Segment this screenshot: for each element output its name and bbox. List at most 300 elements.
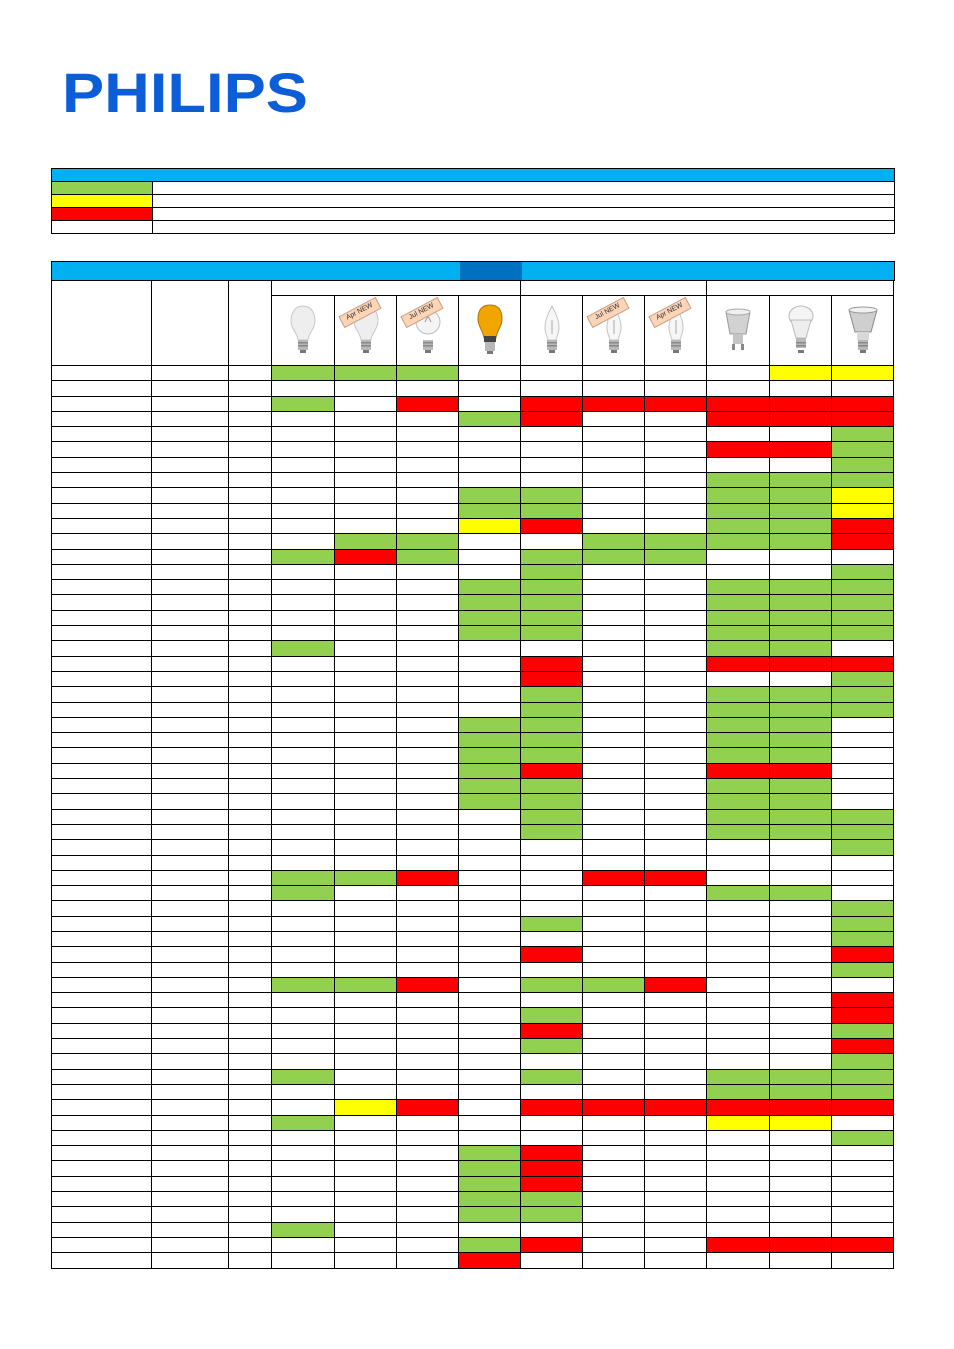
row-label-cell: [52, 947, 152, 962]
matrix-row: [51, 366, 895, 381]
product-column-header: [459, 296, 521, 366]
compatibility-cell: [583, 825, 645, 840]
compatibility-cell: [707, 1131, 770, 1146]
compatibility-cell: [645, 1100, 707, 1115]
matrix-row: [51, 963, 895, 978]
legend-swatch-green: [52, 182, 153, 194]
product-column-header: [397, 296, 459, 366]
compatibility-cell: [272, 1054, 335, 1069]
compatibility-cell: [521, 733, 583, 748]
compatibility-cell: [272, 641, 335, 656]
compatibility-cell: [335, 1024, 397, 1039]
svg-text:PHILIPS: PHILIPS: [62, 68, 308, 114]
legend-text: [153, 221, 894, 233]
matrix-row: [51, 1131, 895, 1146]
compatibility-cell: [583, 794, 645, 809]
compatibility-cell: [707, 519, 770, 534]
compatibility-cell: [770, 595, 832, 610]
compatibility-cell: [583, 397, 645, 412]
compatibility-cell: [335, 718, 397, 733]
compatibility-cell: [832, 488, 894, 503]
compatibility-cell: [770, 565, 832, 580]
compatibility-cell: [272, 1085, 335, 1100]
compatibility-cell: [521, 397, 583, 412]
compatibility-cell: [645, 733, 707, 748]
compatibility-cell: [645, 1131, 707, 1146]
legend-row: [51, 195, 895, 208]
compatibility-cell: [335, 978, 397, 993]
row-label-cell: [152, 917, 229, 932]
compatibility-cell: [521, 458, 583, 473]
matrix-row: [51, 703, 895, 718]
compatibility-cell: [832, 764, 894, 779]
compatibility-cell: [645, 840, 707, 855]
compatibility-cell: [521, 611, 583, 626]
compatibility-cell: [397, 703, 459, 718]
compatibility-cell: [521, 550, 583, 565]
new-tag: Jul NEW: [400, 297, 443, 328]
compatibility-cell: [645, 1116, 707, 1131]
header-segment-middle: [460, 262, 522, 280]
matrix-row: [51, 748, 895, 763]
compatibility-cell: [335, 1116, 397, 1131]
compatibility-cell: [272, 595, 335, 610]
compatibility-cell: [832, 366, 894, 381]
compatibility-cell: [459, 534, 521, 549]
compatibility-cell: [521, 1131, 583, 1146]
row-label-cell: [52, 565, 152, 580]
row-label-cell: [152, 1207, 229, 1222]
compatibility-cell: [832, 1039, 894, 1054]
row-label-cell: [229, 1131, 272, 1146]
compatibility-cell: [335, 1070, 397, 1085]
matrix-row: [51, 657, 895, 672]
row-label-cell: [229, 473, 272, 488]
compatibility-cell: [397, 917, 459, 932]
compatibility-cell: [335, 1131, 397, 1146]
row-label-cell: [229, 1177, 272, 1192]
compatibility-cell: [583, 764, 645, 779]
matrix-row: [51, 1223, 895, 1238]
row-label-cell: [152, 473, 229, 488]
row-label-cell: [152, 626, 229, 641]
compatibility-cell: [335, 397, 397, 412]
compatibility-cell: [770, 442, 832, 457]
compatibility-cell: [583, 1253, 645, 1268]
row-label-cell: [52, 1177, 152, 1192]
compatibility-cell: [707, 442, 770, 457]
compatibility-cell: [521, 687, 583, 702]
row-label-cell: [229, 580, 272, 595]
compatibility-cell: [770, 458, 832, 473]
compatibility-cell: [397, 657, 459, 672]
row-label-cell: [229, 810, 272, 825]
compatibility-cell: [335, 504, 397, 519]
compatibility-cell: [335, 840, 397, 855]
compatibility-cell: [832, 825, 894, 840]
row-label-cell: [229, 488, 272, 503]
row-label-cell: [229, 1253, 272, 1268]
compatibility-cell: [521, 1085, 583, 1100]
row-label-cell: [152, 779, 229, 794]
row-label-cell: [229, 1100, 272, 1115]
compatibility-cell: [459, 963, 521, 978]
compatibility-cell: [583, 748, 645, 763]
row-label-cell: [152, 856, 229, 871]
compatibility-cell: [521, 672, 583, 687]
row-label-cell: [152, 504, 229, 519]
matrix-row: [51, 580, 895, 595]
row-label-cell: [229, 687, 272, 702]
compatibility-cell: [770, 1024, 832, 1039]
compatibility-cell: [645, 672, 707, 687]
compatibility-cell: [583, 488, 645, 503]
compatibility-cell: [645, 412, 707, 427]
compatibility-cell: [521, 488, 583, 503]
compatibility-cell: [583, 871, 645, 886]
compatibility-cell: [521, 1008, 583, 1023]
row-label-cell: [152, 641, 229, 656]
compatibility-cell: [707, 1192, 770, 1207]
compatibility-cell: [707, 641, 770, 656]
compatibility-cell: [832, 641, 894, 656]
row-label-cell: [229, 1054, 272, 1069]
matrix-row: [51, 825, 895, 840]
compatibility-cell: [335, 810, 397, 825]
row-label-cell: [152, 1024, 229, 1039]
compatibility-cell: [770, 1131, 832, 1146]
compatibility-cell: [770, 978, 832, 993]
compatibility-cell: [645, 565, 707, 580]
row-label-cell: [152, 1116, 229, 1131]
compatibility-cell: [707, 1177, 770, 1192]
row-label-cell: [52, 595, 152, 610]
compatibility-cell: [272, 381, 335, 396]
compatibility-cell: [335, 1177, 397, 1192]
compatibility-cell: [459, 932, 521, 947]
compatibility-cell: [645, 1192, 707, 1207]
compatibility-cell: [645, 718, 707, 733]
compatibility-cell: [645, 611, 707, 626]
compatibility-cell: [583, 978, 645, 993]
row-label-cell: [229, 397, 272, 412]
compatibility-cell: [645, 871, 707, 886]
compatibility-cell: [397, 1054, 459, 1069]
compatibility-cell: [645, 1161, 707, 1176]
compatibility-cell: [272, 794, 335, 809]
compatibility-cell: [521, 764, 583, 779]
product-column-header: [335, 296, 397, 366]
row-label-cell: [52, 1207, 152, 1222]
compatibility-cell: [832, 534, 894, 549]
compatibility-cell: [832, 1207, 894, 1222]
compatibility-cell: [832, 978, 894, 993]
compatibility-cell: [272, 1116, 335, 1131]
compatibility-cell: [583, 733, 645, 748]
matrix-row: [51, 488, 895, 503]
matrix-row: [51, 504, 895, 519]
row-label-cell: [52, 1116, 152, 1131]
compatibility-cell: [459, 871, 521, 886]
compatibility-cell: [272, 550, 335, 565]
row-label-cell: [229, 932, 272, 947]
row-label-cell: [229, 1161, 272, 1176]
compatibility-cell: [770, 825, 832, 840]
compatibility-cell: [832, 611, 894, 626]
compatibility-cell: [397, 1100, 459, 1115]
compatibility-cell: [521, 1177, 583, 1192]
row-label-cell: [152, 397, 229, 412]
row-label-cell: [52, 856, 152, 871]
row-label-cell: [152, 519, 229, 534]
row-label-cell: [52, 641, 152, 656]
matrix-row: [51, 1177, 895, 1192]
compatibility-cell: [770, 1177, 832, 1192]
compatibility-cell: [645, 856, 707, 871]
row-label-cell: [152, 1177, 229, 1192]
compatibility-cell: [770, 611, 832, 626]
compatibility-cell: [583, 993, 645, 1008]
compatibility-cell: [707, 534, 770, 549]
compatibility-cell: [397, 1024, 459, 1039]
compatibility-cell: [707, 473, 770, 488]
reflector-spot-icon: [784, 302, 818, 361]
compatibility-cell: [397, 519, 459, 534]
compatibility-cell: [583, 1054, 645, 1069]
compatibility-cell: [645, 794, 707, 809]
compatibility-cell: [832, 550, 894, 565]
compatibility-cell: [583, 886, 645, 901]
row-label-cell: [52, 1070, 152, 1085]
matrix-header-bar: [51, 261, 895, 281]
compatibility-cell: [645, 1177, 707, 1192]
row-label-cell: [152, 1238, 229, 1253]
gu10-spot-icon: [721, 302, 755, 361]
compatibility-cell: [645, 687, 707, 702]
compatibility-cell: [770, 1008, 832, 1023]
compatibility-cell: [707, 672, 770, 687]
compatibility-cell: [583, 947, 645, 962]
compatibility-cell: [832, 1192, 894, 1207]
legend-swatch-white: [52, 221, 153, 233]
product-group-header: [707, 281, 894, 296]
matrix-row: [51, 442, 895, 457]
compatibility-cell: [272, 565, 335, 580]
row-label-cell: [229, 641, 272, 656]
row-label-cell: [52, 810, 152, 825]
row-label-cell: [229, 1085, 272, 1100]
compatibility-cell: [397, 1008, 459, 1023]
compatibility-cell: [832, 595, 894, 610]
compatibility-cell: [583, 917, 645, 932]
compatibility-cell: [397, 580, 459, 595]
compatibility-cell: [397, 718, 459, 733]
matrix-row: [51, 473, 895, 488]
compatibility-cell: [832, 381, 894, 396]
compatibility-cell: [459, 412, 521, 427]
row-label-cell: [152, 733, 229, 748]
row-label-cell: [152, 963, 229, 978]
compatibility-cell: [521, 626, 583, 641]
compatibility-cell: [832, 1177, 894, 1192]
row-label-cell: [229, 381, 272, 396]
compatibility-cell: [459, 1161, 521, 1176]
compatibility-cell: [521, 901, 583, 916]
compatibility-cell: [521, 993, 583, 1008]
compatibility-cell: [521, 595, 583, 610]
compatibility-cell: [459, 1238, 521, 1253]
compatibility-cell: [521, 366, 583, 381]
matrix-row: [51, 1116, 895, 1131]
legend-text: [153, 182, 894, 194]
row-label-cell: [229, 840, 272, 855]
compatibility-cell: [645, 947, 707, 962]
row-label-cell: [229, 856, 272, 871]
compatibility-cell: [583, 534, 645, 549]
compatibility-cell: [397, 947, 459, 962]
matrix-row: [51, 397, 895, 412]
compatibility-cell: [832, 1070, 894, 1085]
compatibility-cell: [335, 1223, 397, 1238]
compatibility-cell: [459, 1008, 521, 1023]
compatibility-cell: [583, 1039, 645, 1054]
compatibility-cell: [707, 1223, 770, 1238]
compatibility-cell: [272, 1039, 335, 1054]
row-label-cell: [152, 993, 229, 1008]
compatibility-cell: [770, 947, 832, 962]
compatibility-cell: [832, 427, 894, 442]
compatibility-cell: [272, 442, 335, 457]
row-label-cell: [52, 1131, 152, 1146]
compatibility-cell: [397, 1039, 459, 1054]
compatibility-cell: [397, 978, 459, 993]
compatibility-cell: [770, 1039, 832, 1054]
compatibility-cell: [272, 993, 335, 1008]
compatibility-cell: [770, 764, 832, 779]
product-group-header: [521, 281, 707, 296]
row-label-cell: [229, 427, 272, 442]
compatibility-cell: [459, 917, 521, 932]
compatibility-cell: [583, 550, 645, 565]
compatibility-cell: [459, 1039, 521, 1054]
compatibility-cell: [770, 550, 832, 565]
row-label-cell: [229, 886, 272, 901]
row-label-cell: [52, 626, 152, 641]
compatibility-cell: [770, 810, 832, 825]
row-label-cell: [52, 1146, 152, 1161]
compatibility-cell: [707, 427, 770, 442]
matrix-row: [51, 1238, 895, 1253]
row-label-cell: [52, 1039, 152, 1054]
compatibility-cell: [707, 611, 770, 626]
compatibility-cell: [335, 381, 397, 396]
compatibility-cell: [707, 1054, 770, 1069]
compatibility-cell: [645, 1223, 707, 1238]
row-label-cell: [229, 1008, 272, 1023]
row-label-cell: [52, 993, 152, 1008]
compatibility-cell: [583, 641, 645, 656]
compatibility-cell: [707, 779, 770, 794]
compatibility-cell: [707, 488, 770, 503]
compatibility-cell: [645, 1008, 707, 1023]
compatibility-cell: [459, 442, 521, 457]
compatibility-cell: [707, 1039, 770, 1054]
compatibility-cell: [583, 1207, 645, 1222]
compatibility-cell: [459, 810, 521, 825]
compatibility-cell: [521, 565, 583, 580]
compatibility-cell: [521, 1192, 583, 1207]
compatibility-cell: [335, 550, 397, 565]
matrix-row: [51, 611, 895, 626]
row-label-cell: [52, 901, 152, 916]
legend-swatch-red: [52, 208, 153, 220]
compatibility-cell: [335, 871, 397, 886]
compatibility-cell: [583, 442, 645, 457]
compatibility-cell: [459, 550, 521, 565]
compatibility-cell: [707, 687, 770, 702]
compatibility-cell: [832, 565, 894, 580]
compatibility-cell: [335, 764, 397, 779]
matrix-row: [51, 1253, 895, 1268]
row-label-cell: [152, 901, 229, 916]
compatibility-cell: [770, 718, 832, 733]
compatibility-cell: [770, 519, 832, 534]
compatibility-cell: [770, 917, 832, 932]
matrix-row: [51, 1024, 895, 1039]
row-label-cell: [152, 427, 229, 442]
compatibility-cell: [397, 381, 459, 396]
compatibility-cell: [707, 917, 770, 932]
matrix-row: [51, 1085, 895, 1100]
head-col-2: [152, 281, 229, 366]
compatibility-cell: [397, 641, 459, 656]
compatibility-cell: [707, 504, 770, 519]
row-label-cell: [152, 550, 229, 565]
compatibility-cell: [272, 1253, 335, 1268]
compatibility-cell: [335, 825, 397, 840]
legend-swatch-yellow: [52, 195, 153, 207]
compatibility-cell: [583, 657, 645, 672]
row-label-cell: [229, 1024, 272, 1039]
row-label-cell: [152, 978, 229, 993]
compatibility-cell: [707, 1070, 770, 1085]
compatibility-cell: [521, 1070, 583, 1085]
compatibility-cell: [335, 473, 397, 488]
compatibility-cell: [335, 1238, 397, 1253]
legend-row: [51, 221, 895, 234]
row-label-cell: [52, 504, 152, 519]
compatibility-cell: [521, 1116, 583, 1131]
row-label-cell: [52, 488, 152, 503]
compatibility-cell: [335, 611, 397, 626]
compatibility-cell: [583, 1085, 645, 1100]
row-label-cell: [229, 1146, 272, 1161]
compatibility-cell: [335, 886, 397, 901]
compatibility-cell: [397, 1070, 459, 1085]
compatibility-cell: [770, 840, 832, 855]
compatibility-cell: [521, 886, 583, 901]
compatibility-cell: [521, 947, 583, 962]
compatibility-cell: [335, 580, 397, 595]
compatibility-cell: [707, 1146, 770, 1161]
compatibility-cell: [583, 1008, 645, 1023]
row-label-cell: [52, 1100, 152, 1115]
compatibility-cell: [645, 1054, 707, 1069]
row-label-cell: [229, 764, 272, 779]
compatibility-cell: [832, 687, 894, 702]
matrix-row: [51, 917, 895, 932]
compatibility-cell: [459, 794, 521, 809]
